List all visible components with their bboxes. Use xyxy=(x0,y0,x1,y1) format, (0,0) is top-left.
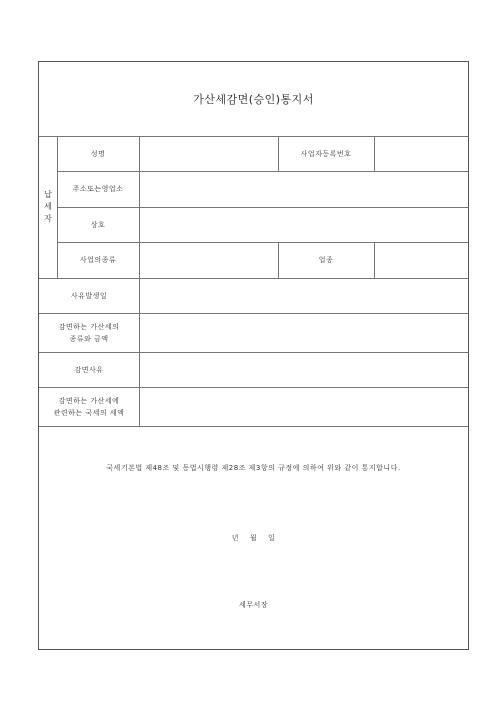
name-label: 성명 xyxy=(90,149,106,158)
taxpayer-char: 세 xyxy=(44,202,52,211)
taxpayer-group-label xyxy=(39,136,57,278)
name-field[interactable] xyxy=(140,137,277,171)
issuer-label: 세무서장 xyxy=(238,601,269,609)
address-field[interactable] xyxy=(140,172,468,207)
document-title: 가산세감면(승인)통지서 xyxy=(193,93,314,106)
taxpayer-char: 자 xyxy=(44,214,52,223)
reduced-tax-kind-line2: 종류와 금액 xyxy=(69,334,109,343)
date-line: 년 월 일 xyxy=(231,534,276,542)
industry-label: 업종 xyxy=(318,256,334,264)
related-tax-line2: 관련하는 국세의 세액 xyxy=(53,408,125,417)
business-type-field[interactable] xyxy=(140,243,277,278)
industry-field[interactable] xyxy=(375,243,468,278)
reduced-tax-kind-field[interactable] xyxy=(140,314,468,352)
reduced-tax-kind-line1: 감면하는 가산세의 xyxy=(58,322,120,331)
reduction-reason-field[interactable] xyxy=(140,353,468,387)
related-tax-field[interactable] xyxy=(140,388,468,426)
reduced-tax-kind-label xyxy=(39,313,139,352)
business-reg-no-label: 사업자등록번호 xyxy=(300,149,352,158)
divider xyxy=(39,426,468,427)
notice-text: 국세기본법 제48조 및 동법시행령 제28조 제3항의 규정에 의하여 위와 같이 통지합니다. xyxy=(106,464,401,472)
notice-form xyxy=(38,61,469,650)
trade-name-label: 상호 xyxy=(90,220,106,229)
business-reg-no-field[interactable] xyxy=(375,137,468,171)
cause-date-field[interactable] xyxy=(140,279,468,313)
business-type-label: 사업의종류 xyxy=(79,256,117,264)
taxpayer-char: 납 xyxy=(44,190,52,199)
address-label: 주소또는영업소 xyxy=(72,185,124,193)
trade-name-field[interactable] xyxy=(140,208,468,242)
related-tax-label xyxy=(39,387,139,426)
related-tax-line1: 감면하는 가산세에 xyxy=(58,396,120,405)
reduction-reason-label: 감면사유 xyxy=(74,365,104,374)
cause-date-label: 사유발생일 xyxy=(70,291,108,300)
